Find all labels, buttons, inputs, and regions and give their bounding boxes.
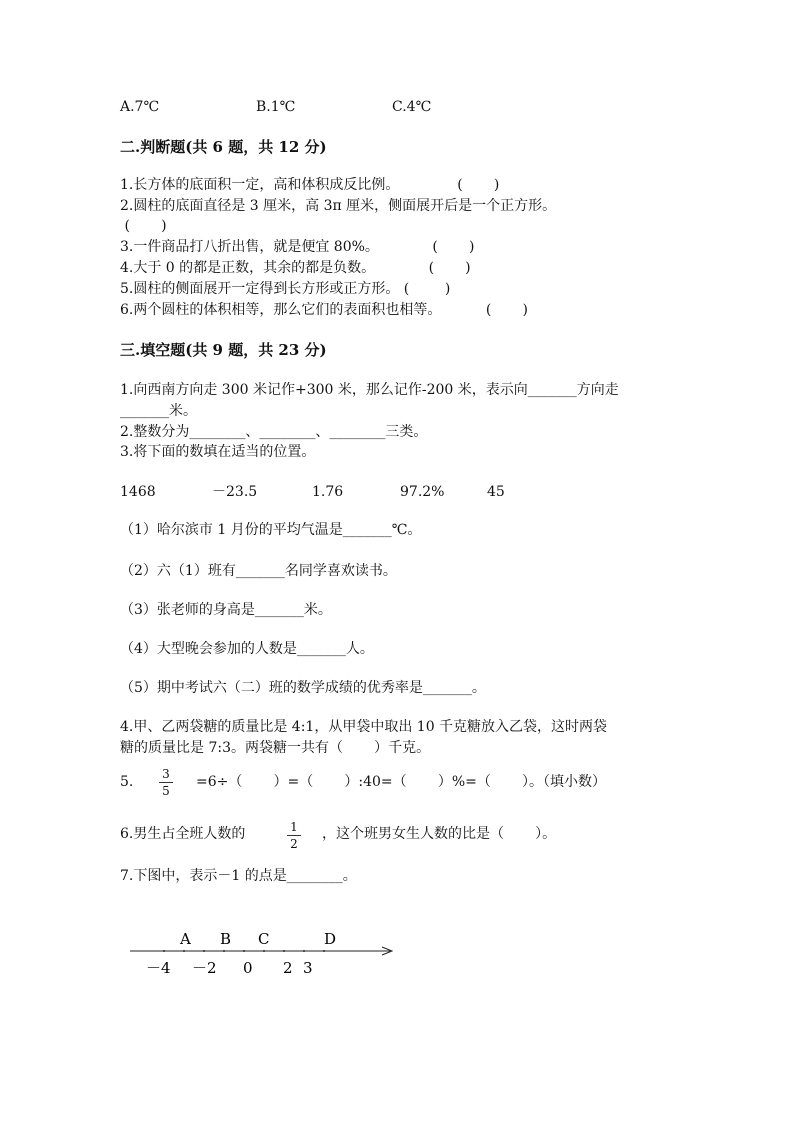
tick-mark — [323, 950, 325, 952]
fraction-denominator: 2 — [290, 837, 298, 851]
fraction-bar — [287, 835, 301, 836]
tick-mark — [243, 950, 245, 952]
option-a: A.7℃ — [120, 99, 160, 115]
fraction-one-half — [287, 820, 301, 851]
fill-q4-line2: 糖的质量比是 7:3。两袋糖一共有（ ）千克。 — [120, 740, 431, 756]
tick-mark — [183, 950, 185, 952]
fraction-numerator: 1 — [290, 820, 298, 834]
fraction-three-fifths — [159, 767, 173, 798]
fill-q6-text: ，这个班男女生人数的比是（ ）。 — [322, 826, 557, 842]
section3-title: 三.填空题(共 9 题，共 23 分) — [120, 341, 327, 359]
judge-item-4: 4.大于 0 的都是正数，其余的都是负数。 ( ) — [120, 260, 471, 276]
fill-q7: 7.下图中，表示－1 的点是________。 — [120, 868, 357, 884]
fill-q3-sub-1: （1）哈尔滨市 1 月份的平均气温是_______℃。 — [120, 522, 422, 538]
fill-q6-prefix: 6.男生占全班人数的 — [120, 826, 246, 842]
judge-item-5: 5.圆柱的侧面展开一定得到长方形或正方形。 ( ) — [120, 281, 451, 297]
fill-q3-sub-5: （5）期中考试六（二）班的数学成绩的优秀率是_______。 — [120, 680, 486, 696]
point-label-c: C — [258, 930, 270, 948]
fraction-denominator: 5 — [162, 784, 170, 798]
number-line-diagram — [120, 925, 420, 985]
tick-mark — [303, 950, 305, 952]
fill-q1-line1: 1.向西南方向走 300 米记作+300 米，那么记作-200 米，表示向_______方向走 — [120, 382, 619, 398]
tick-mark — [283, 950, 285, 952]
number-item: 1.76 — [312, 484, 344, 500]
judge-item-6: 6.两个圆柱的体积相等，那么它们的表面积也相等。 ( ) — [120, 302, 528, 318]
tick-mark — [263, 950, 265, 952]
fill-q2: 2.整数分为________、________、________三类。 — [120, 424, 428, 440]
fill-q3: 3.将下面的数填在适当的位置。 — [120, 444, 316, 460]
judge-item-2: 2.圆柱的底面直径是 3 厘米，高 3π 厘米，侧面展开后是一个正方形。 — [120, 198, 557, 214]
point-label-b: B — [220, 930, 232, 948]
number-item: 1468 — [120, 484, 156, 500]
tick-mark — [203, 950, 205, 952]
tick-label-2: 2 — [283, 959, 293, 977]
tick-mark — [223, 950, 225, 952]
judge-item-2-answer: ( ) — [120, 218, 167, 234]
fill-q3-sub-4: （4）大型晚会参加的人数是_______人。 — [120, 641, 374, 657]
number-item: －23.5 — [212, 484, 258, 500]
point-label-d: D — [324, 930, 337, 948]
option-b: B.1℃ — [256, 99, 296, 115]
tick-mark — [163, 950, 165, 952]
number-item: 45 — [487, 484, 505, 500]
fill-q3-sub-3: （3）张老师的身高是_______米。 — [120, 602, 332, 618]
tick-label-3: 3 — [303, 959, 313, 977]
option-c: C.4℃ — [392, 99, 432, 115]
fill-q5-text: =6÷（ ）=（ ）:40=（ ）%=（ ）。（填小数） — [196, 774, 606, 790]
judge-item-1: 1.长方体的底面积一定，高和体积成反比例。 ( ) — [120, 177, 500, 193]
fill-q3-sub-2: （2）六（1）班有_______名同学喜欢读书。 — [120, 563, 397, 579]
tick-label-neg2: －2 — [192, 959, 217, 977]
judge-item-3: 3.一件商品打八折出售，就是便宜 80%。 ( ) — [120, 239, 475, 255]
fraction-bar — [159, 782, 173, 783]
number-item: 97.2% — [400, 484, 445, 500]
tick-label-0: 0 — [243, 959, 253, 977]
fill-q1-line2: _______米。 — [120, 403, 197, 419]
tick-label-neg4: －4 — [146, 959, 171, 977]
fill-q4-line1: 4.甲、乙两袋糖的质量比是 4:1，从甲袋中取出 10 千克糖放入乙袋，这时两袋 — [120, 719, 608, 735]
fill-q5-number: 5. — [120, 774, 134, 790]
section2-title: 二.判断题(共 6 题，共 12 分) — [120, 138, 327, 156]
point-label-a: A — [180, 930, 191, 948]
fraction-numerator: 3 — [162, 767, 170, 781]
